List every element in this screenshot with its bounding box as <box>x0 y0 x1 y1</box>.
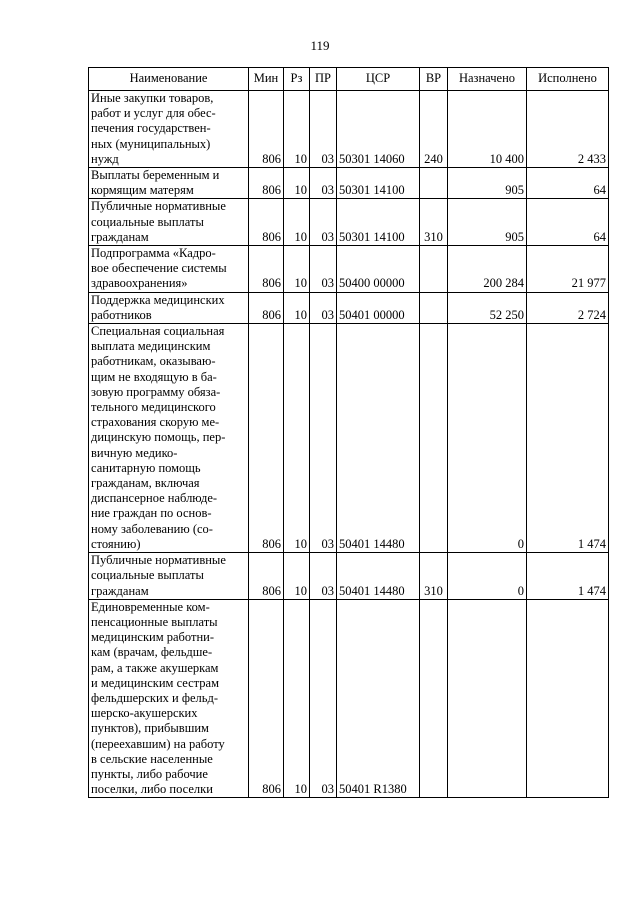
cell-min: 806 <box>249 91 284 168</box>
cell-executed: 21 977 <box>527 246 609 293</box>
cell-pr: 03 <box>310 599 337 798</box>
cell-assigned: 905 <box>448 199 527 246</box>
cell-csr: 50301 14100 <box>337 168 420 199</box>
budget-table <box>88 67 609 798</box>
cell-vr <box>420 168 448 199</box>
cell-rz: 10 <box>284 553 310 600</box>
cell-min: 806 <box>249 246 284 293</box>
table-row <box>89 553 609 600</box>
header-executed: Исполнено <box>527 68 609 91</box>
cell-pr: 03 <box>310 324 337 553</box>
cell-assigned: 905 <box>448 168 527 199</box>
cell-executed: 2 433 <box>527 91 609 168</box>
header-rz: Рз <box>284 68 310 91</box>
cell-vr: 240 <box>420 91 448 168</box>
cell-name: Поддержка медицинских работников <box>89 292 249 323</box>
cell-pr: 03 <box>310 168 337 199</box>
cell-vr <box>420 246 448 293</box>
cell-rz: 10 <box>284 246 310 293</box>
cell-executed: 64 <box>527 168 609 199</box>
cell-pr: 03 <box>310 199 337 246</box>
cell-csr: 50401 00000 <box>337 292 420 323</box>
table-row <box>89 91 609 168</box>
cell-rz: 10 <box>284 324 310 553</box>
cell-rz: 10 <box>284 292 310 323</box>
cell-executed: 2 724 <box>527 292 609 323</box>
header-vr: ВР <box>420 68 448 91</box>
table-row <box>89 599 609 798</box>
cell-vr <box>420 599 448 798</box>
cell-name: Публичные нормативные социальные выплаты гражданам <box>89 199 249 246</box>
page-number: 119 <box>310 38 330 53</box>
cell-pr: 03 <box>310 246 337 293</box>
cell-assigned: 0 <box>448 324 527 553</box>
header-assigned: Назначено <box>448 68 527 91</box>
cell-csr: 50301 14100 <box>337 199 420 246</box>
table-row <box>89 246 609 293</box>
cell-executed <box>527 599 609 798</box>
cell-rz: 10 <box>284 199 310 246</box>
header-csr: ЦСР <box>337 68 420 91</box>
cell-pr: 03 <box>310 91 337 168</box>
cell-vr <box>420 324 448 553</box>
table-row <box>89 199 609 246</box>
cell-name: Подпрограмма «Кадро- вое обеспечение системы здравоохранения» <box>89 246 249 293</box>
cell-pr: 03 <box>310 553 337 600</box>
cell-csr: 50301 14060 <box>337 91 420 168</box>
cell-executed: 64 <box>527 199 609 246</box>
cell-name: Иные закупки товаров, работ и услуг для обес- печения государствен- ных (муниципальных) нужд <box>89 91 249 168</box>
cell-csr: 50400 00000 <box>337 246 420 293</box>
table-row <box>89 292 609 323</box>
cell-vr <box>420 292 448 323</box>
header-pr: ПР <box>310 68 337 91</box>
cell-name: Специальная социальная выплата медицинским работникам, оказываю- щим не входящую в ба- зовую программу обяза- тельного медицинского страхования скорую ме- дицинскую помощь, пер- вичную медико- санитарную помощь гражданам, включая диспансерное наблюде- ние граждан по основ- ному заболеванию (со- стоянию) <box>89 324 249 553</box>
cell-csr: 50401 14480 <box>337 553 420 600</box>
cell-assigned: 52 250 <box>448 292 527 323</box>
table-header-row <box>89 68 609 91</box>
cell-name: Единовременные ком- пенсационные выплаты медицинским работни- кам (врачам, фельдше- рам, а также акушеркам и медицинским сестрам фельдшерских и фельд- шерско-акушерских пунктов), прибывшим (переехавшим) на работу в сельские населенные пункты, либо рабочие поселки, либо поселки <box>89 599 249 798</box>
cell-rz: 10 <box>284 168 310 199</box>
cell-assigned: 0 <box>448 553 527 600</box>
table-row <box>89 168 609 199</box>
cell-executed: 1 474 <box>527 553 609 600</box>
cell-min: 806 <box>249 553 284 600</box>
cell-rz: 10 <box>284 599 310 798</box>
cell-assigned <box>448 599 527 798</box>
cell-vr: 310 <box>420 553 448 600</box>
cell-rz: 10 <box>284 91 310 168</box>
cell-assigned: 200 284 <box>448 246 527 293</box>
cell-assigned: 10 400 <box>448 91 527 168</box>
table-body <box>89 91 609 798</box>
cell-min: 806 <box>249 324 284 553</box>
cell-vr: 310 <box>420 199 448 246</box>
cell-min: 806 <box>249 168 284 199</box>
cell-name: Выплаты беременным и кормящим матерям <box>89 168 249 199</box>
cell-executed: 1 474 <box>527 324 609 553</box>
cell-min: 806 <box>249 292 284 323</box>
cell-csr: 50401 14480 <box>337 324 420 553</box>
table-row <box>89 324 609 553</box>
cell-csr: 50401 R1380 <box>337 599 420 798</box>
cell-min: 806 <box>249 199 284 246</box>
header-min: Мин <box>249 68 284 91</box>
cell-pr: 03 <box>310 292 337 323</box>
cell-min: 806 <box>249 599 284 798</box>
cell-name: Публичные нормативные социальные выплаты гражданам <box>89 553 249 600</box>
header-name: Наименование <box>89 68 249 91</box>
